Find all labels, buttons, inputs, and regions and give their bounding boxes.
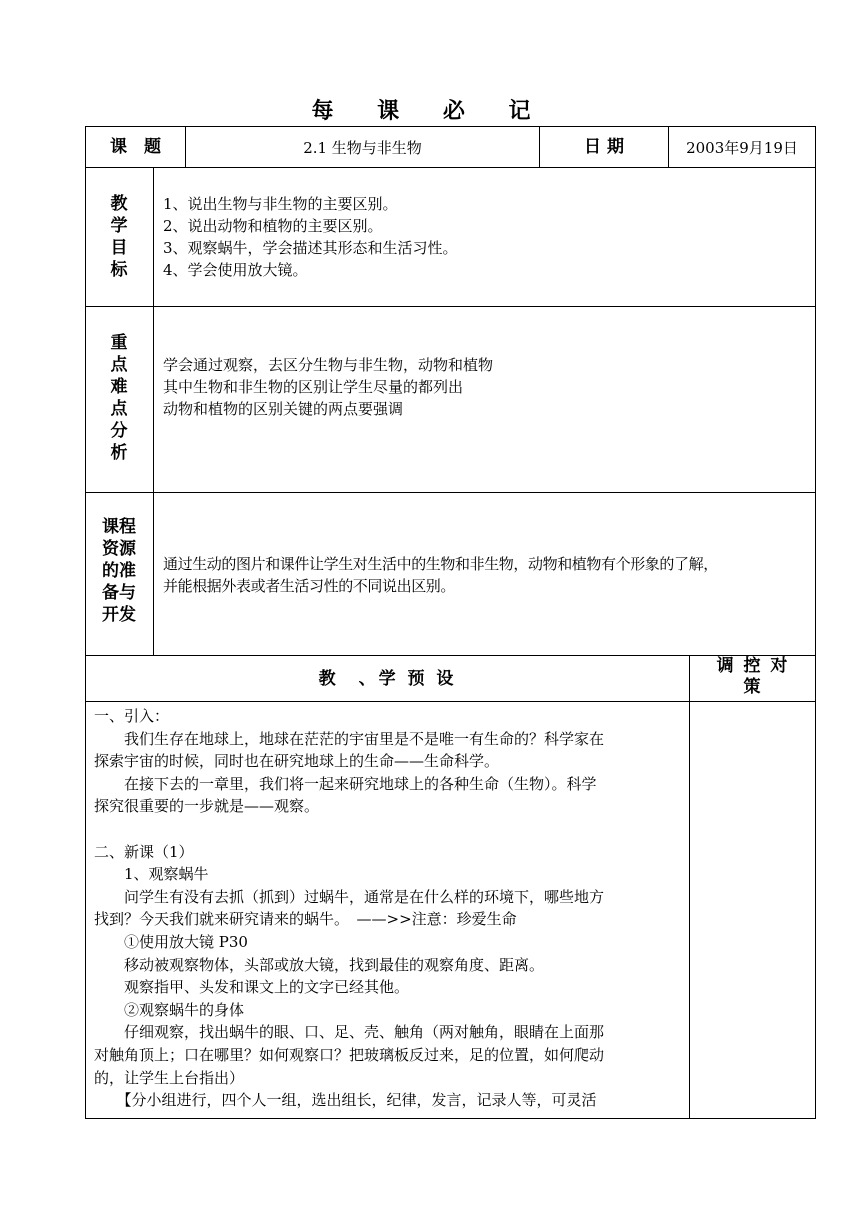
plan-line: 移动被观察物体，头部或放大镜，找到最佳的观察角度、距离。 [94, 955, 545, 974]
objective-item: 2、说出动物和植物的主要区别。 [163, 217, 383, 235]
plan-line: 找到？今天我们就来研究请来的蜗牛。 ——>>注意：珍爱生命 [94, 910, 517, 929]
date-label: 日 期 [584, 137, 624, 157]
plan-line: ②观察蜗牛的身体 [94, 1000, 245, 1019]
plan-line: 探究很重要的一步就是——观察。 [94, 797, 320, 816]
control-heading: 调 控 对 策 [716, 656, 790, 697]
plan-line: 探索宇宙的时候，同时也在研究地球上的生命——生命科学。 [94, 752, 500, 771]
keypoint-line: 其中生物和非生物的区别让学生尽量的都列出 [163, 378, 464, 396]
resources-line: 通过生动的图片和课件让学生对生活中的生物和非生物，动物和植物有个形象的了解， [163, 555, 718, 573]
plan-line: 仔细观察，找出蜗牛的眼、口、足、壳、触角（两对触角，眼睛在上面那 [94, 1023, 605, 1042]
date-value: 2003年9月19日 [686, 139, 798, 157]
plan-body [94, 705, 686, 1112]
topic-label: 课 题 [110, 137, 161, 157]
plan-line: 1、观察蜗牛 [94, 865, 209, 884]
objective-item: 4、学会使用放大镜。 [163, 261, 308, 279]
keypoint-line: 动物和植物的区别关键的两点要强调 [163, 400, 404, 418]
objective-item: 3、观察蜗牛，学会描述其形态和生活习性。 [163, 239, 458, 257]
plan-heading: 教 、学 预 设 [318, 669, 457, 689]
resources-text [163, 553, 811, 597]
plan-line [94, 818, 686, 841]
plan-line: 【分小组进行，四个人一组，选出组长，纪律，发言，记录人等，可灵活 [94, 1091, 597, 1110]
plan-line: 在接下去的一章里，我们将一起来研究地球上的各种生命（生物）。科学 [94, 774, 597, 793]
objectives-list [163, 193, 803, 281]
objectives-label: 教学目标 [110, 194, 128, 280]
resources-line: 并能根据外表或者生活习性的不同说出区别。 [163, 577, 456, 595]
keypoints-label: 重点难点分析 [110, 333, 128, 463]
page-title: 每 课 必 记 [311, 98, 549, 124]
objective-item: 1、说出生物与非生物的主要区别。 [163, 195, 398, 213]
keypoint-line: 学会通过观察，去区分生物与非生物，动物和植物 [163, 356, 494, 374]
plan-line: ①使用放大镜 P30 [94, 932, 248, 951]
topic-value: 2.1 生物与非生物 [303, 139, 422, 157]
resources-label: 课程资源的准备与开发 [102, 517, 136, 625]
plan-line: 二、新课（1） [94, 842, 194, 861]
control-body-cell [689, 701, 816, 1119]
plan-line: 对触角顶上；口在哪里？如何观察口？把玻璃板反过来，足的位置，如何爬动 [94, 1045, 605, 1064]
plan-line: 我们生存在地球上，地球在茫茫的宇宙里是不是唯一有生命的？科学家在 [94, 729, 605, 748]
keypoints-text [163, 354, 803, 420]
plan-line: 问学生有没有去抓（抓到）过蜗牛，通常是在什么样的环境下，哪些地方 [94, 887, 605, 906]
plan-line: 的，让学生上台指出） [94, 1068, 245, 1087]
plan-line: 观察指甲、头发和课文上的文字已经其他。 [94, 978, 410, 997]
plan-line: 一、引入： [94, 707, 170, 725]
